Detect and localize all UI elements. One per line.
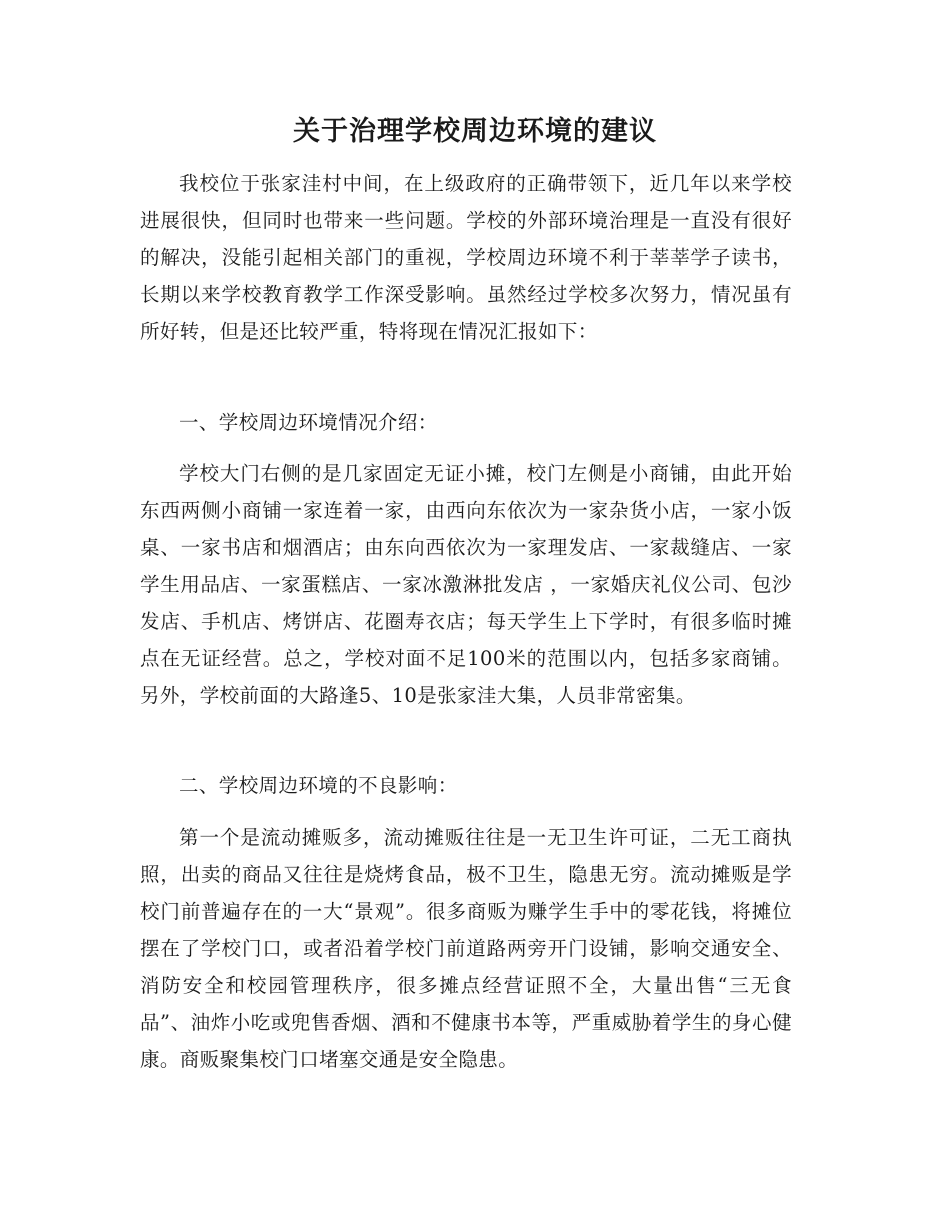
paragraph-text: 学校大门右侧的是几家固定无证小摊，校门左侧是小商铺，由此开始东西两侧小商铺一家连着一家，由西向东依次为一家杂货小店，一家小饭桌、一家书店和烟酒店；由东向西依次为一家理发店、一家裁缝店、一家学生用品店、一家蛋糕店、一家冰激淋批发店 ，一家婚庆礼仪公司、包沙发店、手机店、烤饼店、花圈寿衣店；每天学生上下学时，有很多临时摊点在无证经营。总之，学校对面不足100米的范围以内，包括多家商铺。另外，学校前面的大路逢5、10是张家洼大集，人员非常密集。 xyxy=(140,462,792,707)
section-2-paragraph xyxy=(140,819,792,1078)
section-heading-2 xyxy=(140,767,792,804)
paragraph-text: 第一个是流动摊贩多，流动摊贩往往是一无卫生许可证，二无工商执照，出卖的商品又往往是烧烤食品，极不卫生，隐患无穷。流动摊贩是学校门前普遍存在的一大“景观”。很多商贩为赚学生手中的零花钱，将摊位摆在了学校门口，或者沿着学校门前道路两旁开门设铺，影响交通安全、消防安全和校园管理秩序，很多摊点经营证照不全，大量出售“三无食品”、油炸小吃或兜售香烟、酒和不健康书本等，严重威胁着学生的身心健康。商贩聚集校门口堵塞交通是安全隐患。 xyxy=(140,826,792,1071)
paragraph-text: 我校位于张家洼村中间，在上级政府的正确带领下，近几年以来学校进展很快，但同时也带来一些问题。学校的外部环境治理是一直没有很好的解决，没能引起相关部门的重视，学校周边环境不利于莘莘学子读书，长期以来学校教育教学工作深受影响。虽然经过学校多次努力，情况虽有所好转，但是还比较严重，特将现在情况汇报如下： xyxy=(140,172,792,343)
intro-paragraph xyxy=(140,165,792,350)
section-heading-1 xyxy=(140,404,792,441)
section-1-paragraph xyxy=(140,455,792,714)
document-title: 关于治理学校周边环境的建议 xyxy=(293,116,657,147)
heading-text: 一、学校周边环境情况介绍： xyxy=(179,411,438,434)
heading-text: 二、学校周边环境的不良影响： xyxy=(179,774,458,797)
